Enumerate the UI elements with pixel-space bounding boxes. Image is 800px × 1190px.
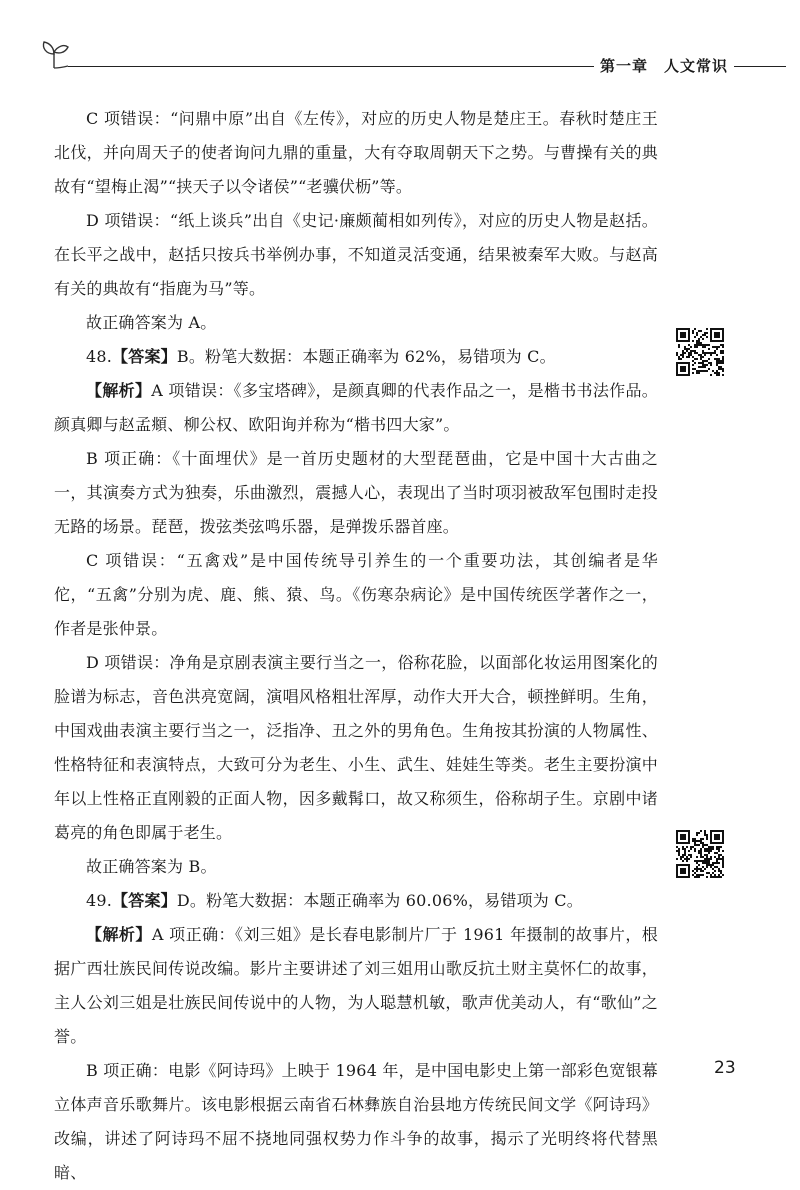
header-rule-tail: [734, 66, 786, 67]
paragraph: B 项正确：电影《阿诗玛》上映于 1964 年，是中国电影史上第一部彩色宽银幕立体声音乐歌舞片。该电影根据云南省石林彝族自治县地方传统民间文学《阿诗玛》改编，讲述了阿诗玛不屈不挠地同强权势力作斗争的故事，揭示了光明终将代替黑暗、: [54, 1061, 658, 1182]
answer-explanations: [54, 102, 658, 1190]
answer-line-49: 49.【答案】D。粉笔大数据：本题正确率为 60.06%，易错项为 C。: [86, 891, 583, 910]
paragraph: 故正确答案为 A。: [86, 313, 217, 332]
analysis-paragraph: 【解析】A 项正确：《刘三姐》是长春电影制片厂于 1961 年摄制的故事片，根据广西壮族民间传说改编。影片主要讲述了刘三姐用山歌反抗土财主莫怀仁的故事，主人公刘三姐是壮族民间传说中的人物，为人聪慧机敏，歌声优美动人，有“歌仙”之誉。: [54, 925, 658, 1046]
answer-label: 【答案】: [112, 347, 177, 366]
paragraph: B 项正确：《十面埋伏》是一首历史题材的大型琵琶曲，它是中国十大古曲之一，其演奏方式为独奏，乐曲激烈，震撼人心，表现出了当时项羽被敌军包围时走投无路的场景。琵琶，拨弦类弦鸣乐器，是弹拨乐器首座。: [54, 449, 658, 536]
chapter-title: 人文常识: [664, 57, 729, 75]
qr-code-icon[interactable]: [676, 328, 724, 376]
paragraph: C 项错误：“五禽戏”是中国传统导引养生的一个重要功法，其创编者是华佗，“五禽”分别为虎、鹿、熊、猿、鸟。《伤寒杂病论》是中国传统医学著作之一，作者是张仲景。: [54, 551, 658, 638]
sprout-leaf-icon: [38, 38, 72, 72]
header-rule: [68, 66, 616, 67]
chapter-number: 第一章: [600, 57, 649, 75]
qr-code-icon[interactable]: [676, 830, 724, 878]
analysis-label: 【解析】: [86, 925, 152, 944]
paragraph: D 项错误：“纸上谈兵”出自《史记·廉颇蔺相如列传》，对应的历史人物是赵括。在长平之战中，赵括只按兵书举例办事，不知道灵活变通，结果被秦军大败。与赵高有关的典故有“指鹿为马”等。: [54, 211, 658, 298]
paragraph: 故正确答案为 B。: [86, 857, 217, 876]
page-number: 23: [714, 1058, 736, 1078]
answer-label: 【答案】: [112, 891, 177, 910]
analysis-paragraph: 【解析】A 项错误：《多宝塔碑》，是颜真卿的代表作品之一，是楷书书法作品。颜真卿与赵孟頫、柳公权、欧阳询并称为“楷书四大家”。: [54, 381, 658, 434]
page-header: [38, 38, 786, 78]
paragraph: D 项错误：净角是京剧表演主要行当之一，俗称花脸，以面部化妆运用图案化的脸谱为标志，音色洪亮宽阔，演唱风格粗壮浑厚，动作大开大合，顿挫鲜明。生角，中国戏曲表演主要行当之一，泛指净、丑之外的男角色。生角按其扮演的人物属性、性格特征和表演特点，大致可分为老生、小生、武生、娃娃生等类。老生主要扮演中年以上性格正直刚毅的正面人物，因多戴髯口，故又称须生，俗称胡子生。京剧中诸葛亮的角色即属于老生。: [54, 653, 658, 842]
chapter-heading: [594, 55, 734, 76]
answer-line-48: 48.【答案】B。粉笔大数据：本题正确率为 62%，易错项为 C。: [86, 347, 556, 366]
paragraph: C 项错误：“问鼎中原”出自《左传》，对应的历史人物是楚庄王。春秋时楚庄王北伐，并向周天子的使者询问九鼎的重量，大有夺取周朝天下之势。与曹操有关的典故有“望梅止渴”“挟天子以令诸侯”“老骥伏枥”等。: [54, 109, 658, 196]
analysis-label: 【解析】: [86, 381, 152, 400]
